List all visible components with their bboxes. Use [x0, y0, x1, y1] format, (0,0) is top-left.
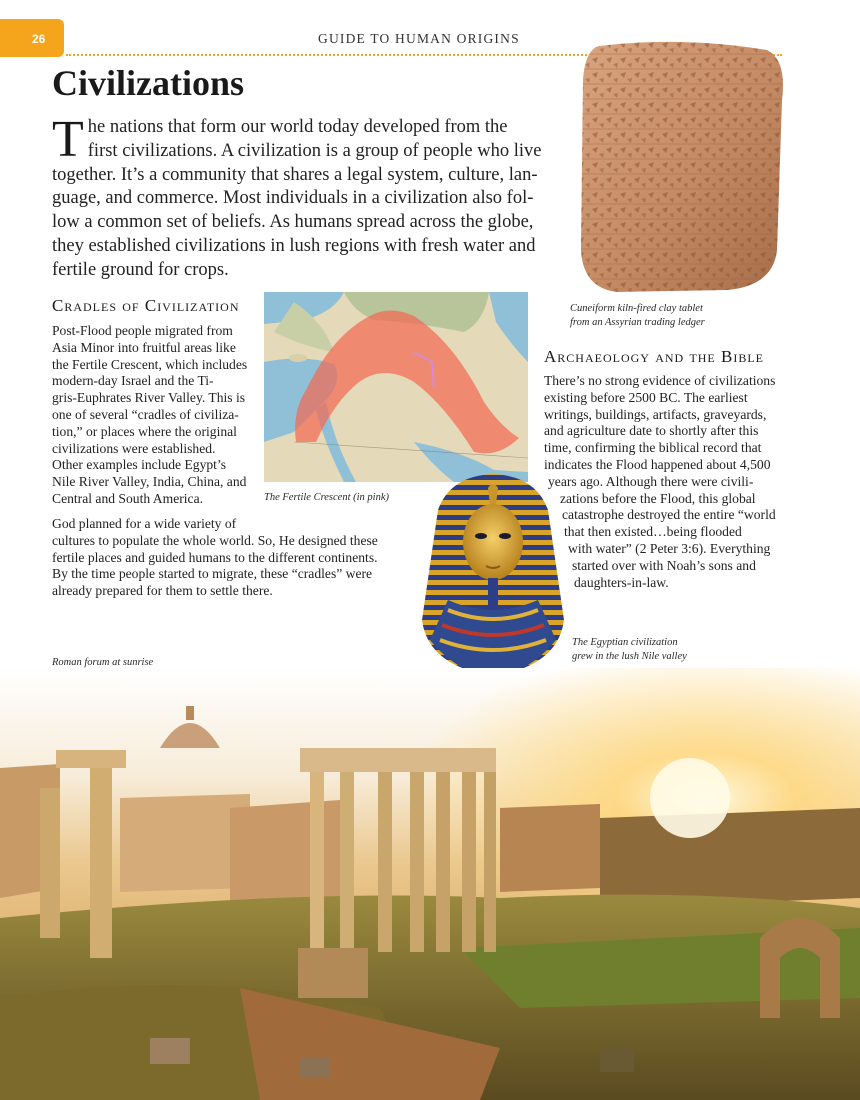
body-line: Nile River Valley, India, China, and [52, 474, 247, 490]
intro-line: he nations that form our world today developed from the [87, 117, 508, 137]
body-line: God planned for a wide variety of [52, 516, 237, 531]
fertile-crescent-map [264, 292, 528, 482]
body-line: civilizations were established. [52, 440, 216, 456]
body-line: cultures to populate the whole world. So, He designed these [52, 532, 378, 548]
body-line: one of several “cradles of civiliza- [52, 406, 239, 422]
intro-line: they established civilizations in lush regions with fresh water and [52, 235, 536, 256]
page-number: 26 [32, 32, 46, 46]
cradles-paragraph-2 [52, 516, 378, 600]
map-caption: The Fertile Crescent (in pink) [264, 492, 389, 503]
body-line: tion,” or places where the original [52, 423, 237, 439]
cradles-heading: Cradles of Civilization [52, 296, 240, 315]
intro-line: low a common set of beliefs. As humans spread across the globe, [52, 212, 534, 233]
body-line: the Fertile Crescent, which includes [52, 356, 248, 372]
body-line: existing before 2500 BC. The earliest [544, 389, 748, 405]
body-line: already prepared for them to settle there. [52, 583, 273, 599]
cuneiform-tablet-image [577, 40, 784, 295]
body-line: Central and South America. [52, 490, 204, 506]
egyptian-mask-image [418, 470, 568, 680]
drop-cap: T [52, 111, 84, 168]
intro-line: fertile ground for crops. [52, 259, 229, 280]
intro-line: together. It’s a community that shares a legal system, culture, lan- [52, 164, 538, 185]
body-line: zations before the Flood, this global [560, 490, 756, 506]
running-head: GUIDE TO HUMAN ORIGINS [318, 31, 520, 46]
forum-caption: Roman forum at sunrise [52, 657, 154, 668]
body-line: catastrophe destroyed the entire “world [562, 507, 776, 523]
tablet-caption [570, 302, 705, 330]
body-line: indicates the Flood happened about 4,500 [544, 456, 771, 472]
caption-line: from an Assyrian trading ledger [570, 317, 705, 328]
page-number-tab [0, 19, 64, 57]
body-line: with water” (2 Peter 3:6). Everything [568, 540, 771, 556]
body-line: and agriculture date to shortly after this [544, 423, 759, 439]
archaeology-paragraph [544, 373, 776, 591]
body-line: gris-Euphrates River Valley. This is [52, 390, 246, 406]
body-line: fertile places and guided humans to the different continents. [52, 549, 378, 565]
body-line: time, confirming the biblical record that [544, 440, 762, 456]
archaeology-heading: Archaeology and the Bible [544, 347, 765, 366]
body-line: Asia Minor into fruitful areas like [52, 339, 236, 355]
body-line: Other examples include Egypt’s [52, 457, 227, 473]
body-line: started over with Noah’s sons and [572, 557, 756, 573]
body-line: that then existed…being flooded [564, 524, 742, 540]
caption-line: The Egyptian civilization [572, 637, 678, 648]
body-line: years ago. Although there were civili- [548, 473, 754, 489]
body-line: modern-day Israel and the Ti- [52, 373, 214, 389]
cradles-paragraph-1 [52, 323, 247, 508]
body-line: By the time people started to migrate, these “cradles” were [52, 566, 373, 582]
body-line: writings, buildings, artifacts, graveyards, [544, 406, 767, 422]
body-line: There’s no strong evidence of civilizations [544, 373, 776, 388]
caption-line: grew in the lush Nile valley [572, 651, 687, 662]
intro-line: first civilizations. A civilization is a group of people who live [87, 140, 542, 161]
body-line: daughters-in-law. [574, 574, 669, 590]
page-title: Civilizations [52, 63, 245, 103]
intro-line: guage, and commerce. Most individuals in a civilization also fol- [52, 188, 534, 209]
caption-line: Cuneiform kiln-fired clay tablet [570, 303, 703, 314]
roman-forum-photo [0, 668, 860, 1100]
body-line: Post-Flood people migrated from [52, 323, 233, 338]
intro-paragraph [52, 111, 562, 283]
mask-caption [572, 636, 687, 664]
